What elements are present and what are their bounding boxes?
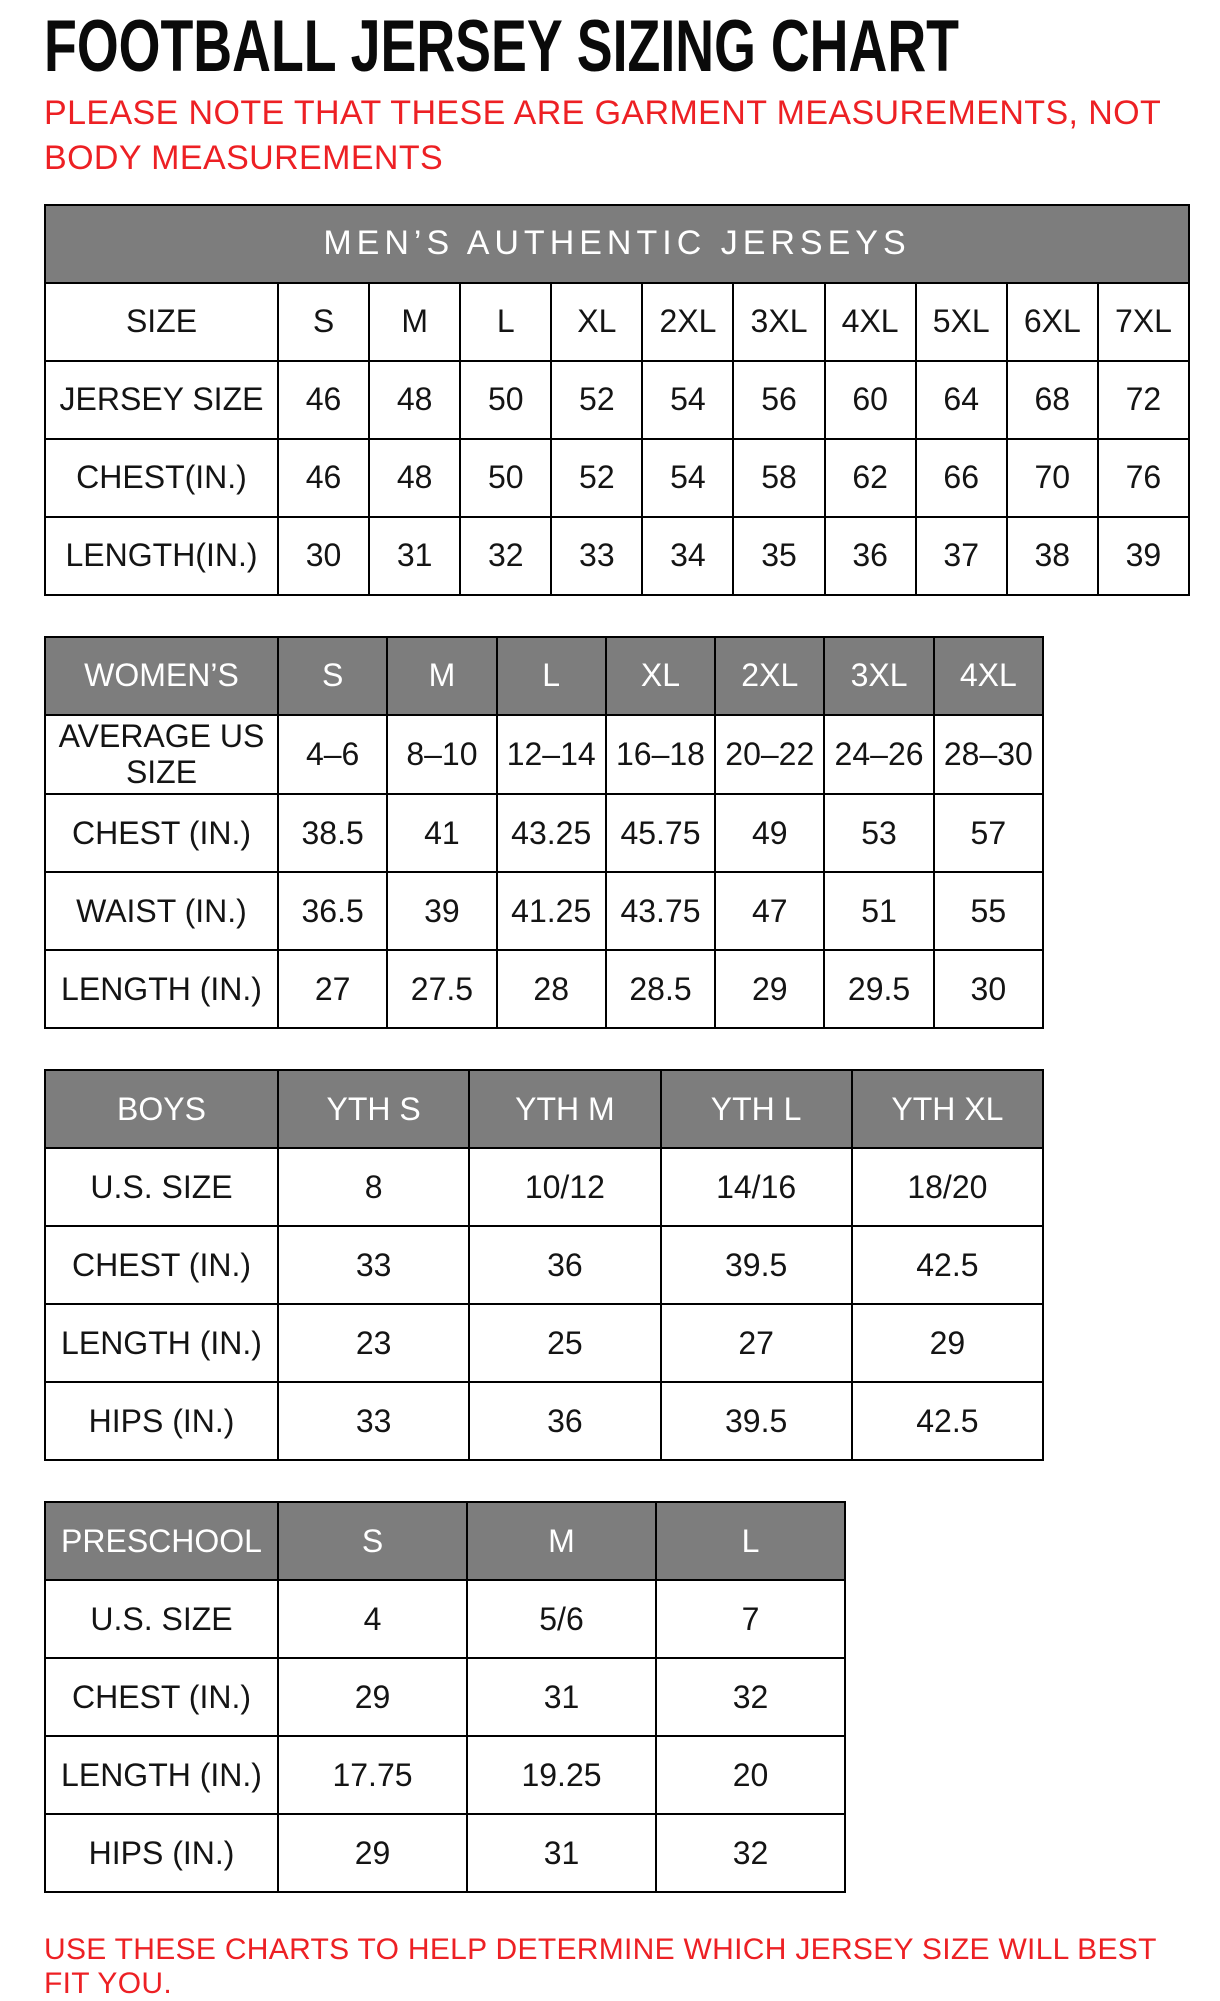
table-cell: 66 <box>916 439 1007 517</box>
table-cell: 46 <box>278 439 369 517</box>
page-title <box>44 4 1190 88</box>
table-cell: 56 <box>733 361 824 439</box>
table-cell: 41 <box>387 794 496 872</box>
table-cell: 29.5 <box>824 950 933 1028</box>
table-cell: 37 <box>916 517 1007 595</box>
table-row <box>45 1304 1043 1382</box>
table-cell: 17.75 <box>278 1736 467 1814</box>
table-cell: 49 <box>715 794 824 872</box>
table-cell: 57 <box>934 794 1043 872</box>
womens-header-cell: 3XL <box>824 637 933 715</box>
table-cell: XL <box>551 283 642 361</box>
table-cell: 42.5 <box>852 1226 1043 1304</box>
mens-authentic-jerseys-banner: MEN’S AUTHENTIC JERSEYS <box>45 205 1189 283</box>
row-label: JERSEY SIZE <box>45 361 278 439</box>
table-cell: 24–26 <box>824 715 933 795</box>
table-cell: 3XL <box>733 283 824 361</box>
table-cell: 30 <box>278 517 369 595</box>
table-cell: 2XL <box>642 283 733 361</box>
table-row <box>45 872 1043 950</box>
table-cell: 54 <box>642 361 733 439</box>
table-cell: 72 <box>1098 361 1189 439</box>
table-cell: 41.25 <box>497 872 606 950</box>
table-row <box>45 1226 1043 1304</box>
tables-container <box>44 204 1190 1894</box>
row-label: LENGTH (IN.) <box>45 1736 278 1814</box>
table-row <box>45 517 1189 595</box>
table-cell: 27 <box>661 1304 852 1382</box>
table-cell: 29 <box>278 1814 467 1892</box>
row-label: U.S. SIZE <box>45 1580 278 1658</box>
table-cell: 28 <box>497 950 606 1028</box>
womens-header-row <box>45 637 1043 715</box>
table-cell: 60 <box>825 361 916 439</box>
table-cell: 31 <box>369 517 460 595</box>
table-row <box>45 950 1043 1028</box>
table-cell: 27 <box>278 950 387 1028</box>
table-cell: 58 <box>733 439 824 517</box>
table-cell: 32 <box>460 517 551 595</box>
table-row <box>45 1382 1043 1460</box>
row-label: CHEST (IN.) <box>45 1226 278 1304</box>
table-cell: 12–14 <box>497 715 606 795</box>
womens-header-cell: XL <box>606 637 715 715</box>
table-cell: 52 <box>551 361 642 439</box>
table-cell: 52 <box>551 439 642 517</box>
preschool-header-cell: M <box>467 1502 656 1580</box>
table-cell: 33 <box>278 1226 469 1304</box>
table-cell: 30 <box>934 950 1043 1028</box>
table-row <box>45 1658 845 1736</box>
table-cell: 46 <box>278 361 369 439</box>
mens-authentic-jerseys-banner-row <box>45 205 1189 283</box>
table-cell: 25 <box>469 1304 660 1382</box>
table-cell: 76 <box>1098 439 1189 517</box>
table-cell: 29 <box>852 1304 1043 1382</box>
womens-header-cell: 4XL <box>934 637 1043 715</box>
table-cell: 39 <box>1098 517 1189 595</box>
table-cell: 31 <box>467 1814 656 1892</box>
row-label: CHEST(IN.) <box>45 439 278 517</box>
table-row <box>45 283 1189 361</box>
table-cell: 64 <box>916 361 1007 439</box>
row-label: SIZE <box>45 283 278 361</box>
row-label: LENGTH(IN.) <box>45 517 278 595</box>
table-cell: 51 <box>824 872 933 950</box>
row-label: HIPS (IN.) <box>45 1814 278 1892</box>
table-cell: 33 <box>551 517 642 595</box>
preschool-header-cell: L <box>656 1502 845 1580</box>
table-cell: 45.75 <box>606 794 715 872</box>
table-cell: 36 <box>825 517 916 595</box>
table-row <box>45 715 1043 795</box>
table-cell: 43.25 <box>497 794 606 872</box>
table-cell: 23 <box>278 1304 469 1382</box>
table-cell: 8–10 <box>387 715 496 795</box>
preschool-header-label: PRESCHOOL <box>45 1502 278 1580</box>
page-title-text: FOOTBALL JERSEY SIZING CHART <box>44 4 959 88</box>
table-row <box>45 794 1043 872</box>
womens-table <box>44 636 1044 1030</box>
row-label: AVERAGE US SIZE <box>45 715 278 795</box>
table-cell: 62 <box>825 439 916 517</box>
boys-header-cell: YTH L <box>661 1070 852 1148</box>
table-cell: 7XL <box>1098 283 1189 361</box>
table-cell: 53 <box>824 794 933 872</box>
table-row <box>45 1148 1043 1226</box>
table-cell: 39.5 <box>661 1226 852 1304</box>
preschool-header-cell: S <box>278 1502 467 1580</box>
table-cell: 33 <box>278 1382 469 1460</box>
table-cell: 5XL <box>916 283 1007 361</box>
row-label: HIPS (IN.) <box>45 1382 278 1460</box>
table-cell: 31 <box>467 1658 656 1736</box>
footer-note: USE THESE CHARTS TO HELP DETERMINE WHICH JERSEY SIZE WILL BEST FIT YOU. <box>44 1933 1157 2001</box>
boys-header-cell: YTH M <box>469 1070 660 1148</box>
garment-measurements-note: PLEASE NOTE THAT THESE ARE GARMENT MEASUREMENTS, NOT BODY MEASUREMENTS <box>44 94 1161 178</box>
table-cell: 4XL <box>825 283 916 361</box>
table-cell: 68 <box>1007 361 1098 439</box>
table-cell: 32 <box>656 1658 845 1736</box>
row-label: LENGTH (IN.) <box>45 1304 278 1382</box>
table-row <box>45 1814 845 1892</box>
table-cell: 19.25 <box>467 1736 656 1814</box>
table-cell: 18/20 <box>852 1148 1043 1226</box>
mens-authentic-jerseys-table <box>44 204 1190 596</box>
table-cell: 54 <box>642 439 733 517</box>
preschool-table <box>44 1501 846 1893</box>
table-cell: 35 <box>733 517 824 595</box>
preschool-header-row <box>45 1502 845 1580</box>
table-cell: 28.5 <box>606 950 715 1028</box>
womens-header-cell: M <box>387 637 496 715</box>
table-cell: 39.5 <box>661 1382 852 1460</box>
table-row <box>45 1580 845 1658</box>
table-cell: 5/6 <box>467 1580 656 1658</box>
table-cell: 8 <box>278 1148 469 1226</box>
table-cell: 70 <box>1007 439 1098 517</box>
table-cell: 20 <box>656 1736 845 1814</box>
womens-header-cell: L <box>497 637 606 715</box>
table-cell: 55 <box>934 872 1043 950</box>
boys-header-label: BOYS <box>45 1070 278 1148</box>
table-cell: 27.5 <box>387 950 496 1028</box>
table-cell: S <box>278 283 369 361</box>
boys-header-row <box>45 1070 1043 1148</box>
row-label: WAIST (IN.) <box>45 872 278 950</box>
table-cell: 47 <box>715 872 824 950</box>
table-cell: 38 <box>1007 517 1098 595</box>
table-cell: 36 <box>469 1226 660 1304</box>
table-row <box>45 439 1189 517</box>
boys-header-cell: YTH S <box>278 1070 469 1148</box>
table-cell: 34 <box>642 517 733 595</box>
table-cell: L <box>460 283 551 361</box>
table-cell: 32 <box>656 1814 845 1892</box>
table-cell: 48 <box>369 361 460 439</box>
table-cell: 43.75 <box>606 872 715 950</box>
table-row <box>45 361 1189 439</box>
table-cell: 20–22 <box>715 715 824 795</box>
table-cell: 14/16 <box>661 1148 852 1226</box>
table-cell: 28–30 <box>934 715 1043 795</box>
table-cell: 4–6 <box>278 715 387 795</box>
womens-header-cell: S <box>278 637 387 715</box>
table-cell: M <box>369 283 460 361</box>
table-cell: 29 <box>278 1658 467 1736</box>
table-cell: 29 <box>715 950 824 1028</box>
table-cell: 48 <box>369 439 460 517</box>
row-label: U.S. SIZE <box>45 1148 278 1226</box>
row-label: CHEST (IN.) <box>45 794 278 872</box>
table-cell: 10/12 <box>469 1148 660 1226</box>
table-cell: 4 <box>278 1580 467 1658</box>
table-cell: 36 <box>469 1382 660 1460</box>
table-cell: 50 <box>460 439 551 517</box>
womens-header-cell: 2XL <box>715 637 824 715</box>
table-cell: 42.5 <box>852 1382 1043 1460</box>
womens-header-label: WOMEN’S <box>45 637 278 715</box>
table-cell: 7 <box>656 1580 845 1658</box>
table-cell: 38.5 <box>278 794 387 872</box>
row-label: LENGTH (IN.) <box>45 950 278 1028</box>
table-row <box>45 1736 845 1814</box>
table-cell: 6XL <box>1007 283 1098 361</box>
boys-table <box>44 1069 1044 1461</box>
table-cell: 16–18 <box>606 715 715 795</box>
boys-header-cell: YTH XL <box>852 1070 1043 1148</box>
table-cell: 50 <box>460 361 551 439</box>
table-cell: 39 <box>387 872 496 950</box>
row-label: CHEST (IN.) <box>45 1658 278 1736</box>
table-cell: 36.5 <box>278 872 387 950</box>
